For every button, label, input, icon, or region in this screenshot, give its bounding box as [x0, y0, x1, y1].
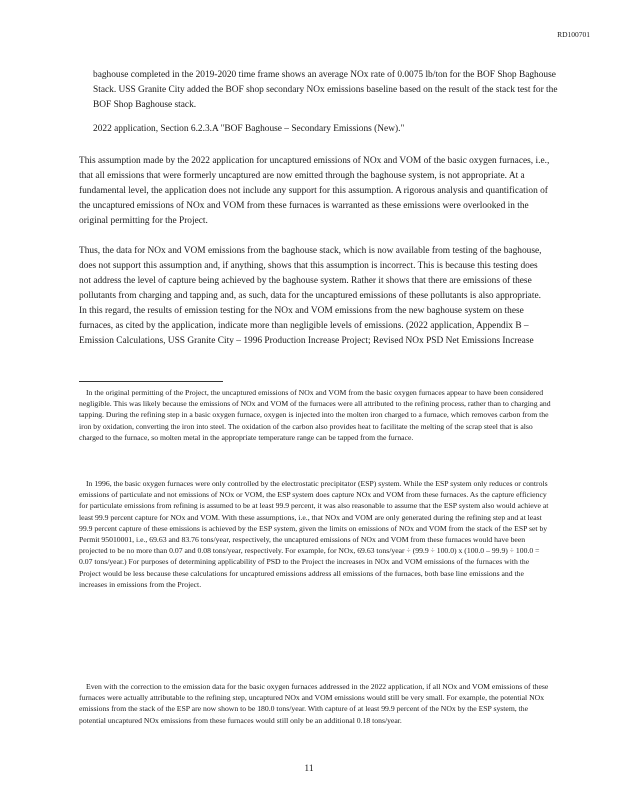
footnote-2: [79, 478, 551, 590]
paragraph-assumption: This assumption made by the 2022 application for uncaptured emissions of NOx and VOM of the basic oxygen furnaces, i.e., that all emissions that were formerly uncaptured are now emitted through the baghouse system, is not appropriate. At a fundamental level, the application does not include any support for this assumption. A rigorous analysis and quantification of the uncaptured emissions of NOx and VOM from these furnaces is warranted as these emissions were overlooked in the original permitting for the Project.: [79, 156, 550, 226]
page-number: 11: [304, 764, 314, 774]
footnote-text: In the original permitting of the Project, the uncaptured emissions of NOx and VOM from the basic oxygen furnaces appear to have been considered negligible. This was likely because the emissions of NOx and VOM of the furnaces were all attributed to the refining process, rather than to charging and tapping. During the refining step in a basic oxygen furnace, oxygen is injected into the molten iron charged to a furnace, which removes carbon from the iron by oxidation, converting the iron into steel. The oxidation of the carbon also provides heat to facilitate the melting of the scrap steel that is also charged to the furnace, so molten metal in the appropriate temperature range can be tapped from the furnace.: [79, 388, 551, 442]
footnote-divider: [79, 381, 223, 382]
paragraph-testing-data: Thus, the data for NOx and VOM emissions from the baghouse stack, which is now available from testing of the baghouse, does not support this assumption and, if anything, shows that this assumption is incorrect. This is because this testing does not address the level of capture being achieved by the baghouse system. Rather it shows that there are emissions of these pollutants from charging and tapping and, as such, data for the uncaptured emissions of these pollutants is also appropriate. In this regard, the results of emission testing for the NOx and VOM emissions from the new baghouse system on these furnaces, as cited by the application, indicate more than negligible levels of emissions. (2022 application, Appendix B – Emission Calculations, USS Granite City – 1996 Production Increase Project; Revised NOx PSD Net Emissions Increase: [79, 246, 542, 346]
paragraph-application-citation: 2022 application, Section 6.2.3.A "BOF Baghouse – Secondary Emissions (New).": [93, 124, 405, 134]
footnote-1: [79, 387, 551, 443]
paragraph-baghouse-test: baghouse completed in the 2019-2020 time frame shows an average NOx rate of 0.0075 lb/ton for the BOF Shop Baghouse Stack. USS Granite City added the BOF shop secondary NOx emissions baseline based on the result of the stack test for the BOF Shop Baghouse stack.: [93, 70, 558, 110]
footnote-text: Even with the correction to the emission data for the basic oxygen furnaces addressed in the 2022 application, if all NOx and VOM emissions of these furnaces were actually attributable to the refining step, uncaptured NOx and VOM emissions would still be very small. For example, the potential NOx emissions from the stack of the ESP are now shown to be 180.0 tons/year. With capture of at least 99.9 percent of the NOx by the ESP system, the potential uncaptured NOx emissions from these furnaces would still only be an additional 0.18 tons/year.: [79, 682, 549, 725]
footnote-text: In 1996, the basic oxygen furnaces were only controlled by the electrostatic precipitator (ESP) system. While the ESP system only reduces or controls emissions of particulate and not emissions of NOx or VOM, the ESP system does capture NOx and VOM from these furnaces. As the capture efficiency for particulate emissions from refining is assumed to be at least 99.9 percent, it was also reasonable to assume that the ESP system also would achieve at least 99.9 percent capture for NOx and VOM. With these assumptions, i.e., that NOx and VOM are only generated during the refining step and at least 99.9 percent capture of these emissions is achieved by the ESP system, given the limits on emissions of NOx and VOM from the stack of the ESP set by Permit 95010001, i.e., 69.63 and 83.76 tons/year, respectively, the uncaptured emissions of NOx and VOM from these furnaces would have been projected to be no more than 0.07 and 0.08 tons/year, respectively. For example, for NOx, 69.63 tons/year ÷ (99.9 ÷ 100.0) x (100.0 – 99.9) ÷ 100.0 = 0.07 tons/year.) For purposes of determining applicability of PSD to the Project the increases in NOx and VOM emissions of the furnaces with the Project would be less because these calculations for uncaptured emissions address all emissions of the furnaces, both base line emissions and the increases in emissions from the Project.: [79, 479, 549, 589]
footnote-3: [79, 681, 551, 726]
document-id: RD100701: [557, 30, 590, 39]
